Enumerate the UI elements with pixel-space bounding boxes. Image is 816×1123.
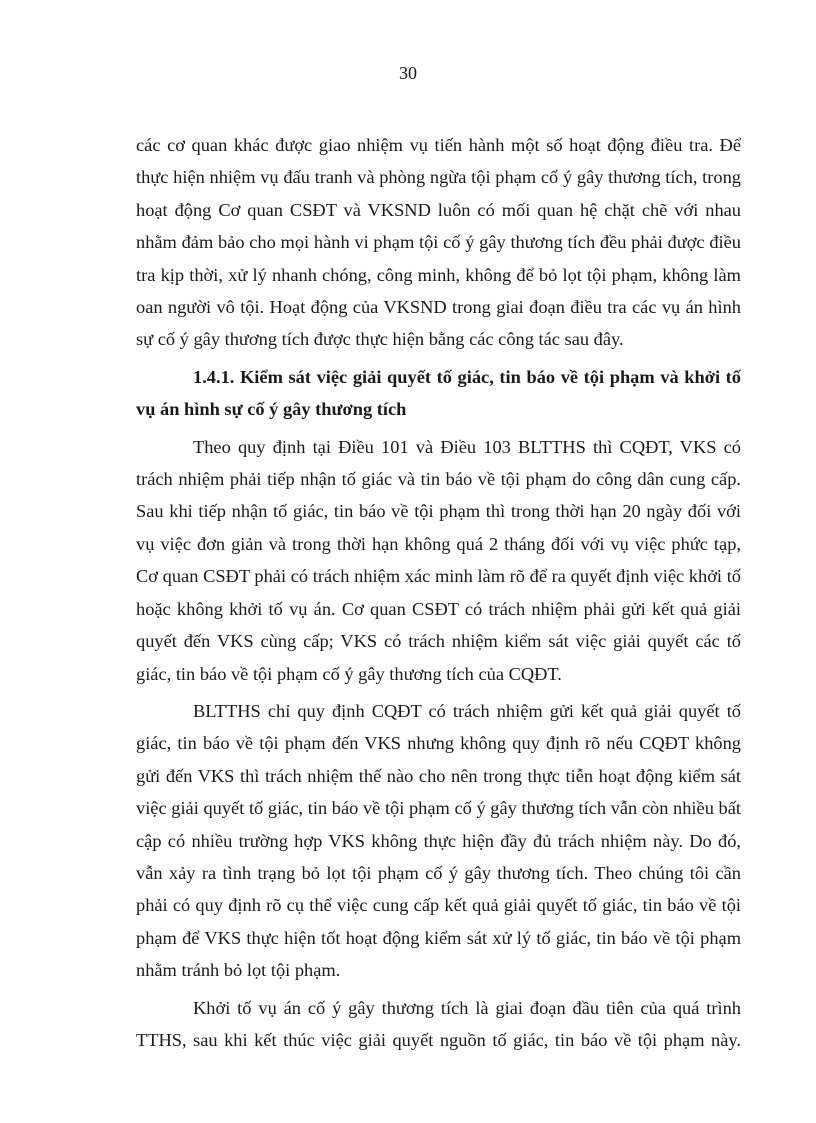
paragraph-prosecution-stage: Khởi tố vụ án cố ý gây thương tích là giai đoạn đầu tiên của quá trình TTHS, sau khi kết thúc việc giải quyết nguồn tố giác, tin báo về tội phạm này. bbox=[136, 997, 741, 1050]
page-body bbox=[136, 129, 741, 1056]
page-number: 30 bbox=[399, 63, 417, 83]
paragraph-legal-provisions: Theo quy định tại Điều 101 và Điều 103 BLTTHS thì CQĐT, VKS có trách nhiệm phải tiếp nhận tố giác và tin báo về tội phạm do công dân cung cấp. Sau khi tiếp nhận tố giác, tin báo về tội phạm thì trong thời hạn 20 ngày đối với vụ việc đơn giản và trong thời hạn không quá 2 tháng đối với vụ việc phức tạp, Cơ quan CSĐT phải có trách nhiệm xác minh làm rõ để ra quyết định việc khởi tố hoặc không khởi tố vụ án. Cơ quan CSĐT có trách nhiệm phải gửi kết quả giải quyết đến VKS cùng cấp; VKS có trách nhiệm kiểm sát việc giải quyết các tố giác, tin báo về tội phạm cố ý gây thương tích của CQĐT. bbox=[136, 436, 741, 684]
paragraph-shortcomings: BLTTHS chỉ quy định CQĐT có trách nhiệm gửi kết quả giải quyết tố giác, tin báo về tội phạm đến VKS nhưng không quy định rõ nếu CQĐT không gửi đến VKS thì trách nhiệm thế nào cho nên trong thực tiễn hoạt động kiểm sát việc giải quyết tố giác, tin báo về tội phạm cố ý gây thương tích vẫn còn nhiều bất cập có nhiều trường hợp VKS không thực hiện đầy đủ trách nhiệm này. Do đó, vẫn xảy ra tình trạng bỏ lọt tội phạm cố ý gây thương tích. Theo chúng tôi cần phải có quy định rõ cụ thể việc cung cấp kết quả giải quyết tố giác, tin báo về tội phạm để VKS thực hiện tốt hoạt động kiểm sát xử lý tố giác, tin báo về tội phạm nhằm tránh bỏ lọt tội phạm. bbox=[136, 700, 741, 981]
section-heading: 1.4.1. Kiểm sát việc giải quyết tố giác, tin báo về tội phạm và khởi tố vụ án hình sự cố ý gây thương tích bbox=[136, 366, 741, 420]
paragraph-continuation: các cơ quan khác được giao nhiệm vụ tiến hành một số hoạt động điều tra. Để thực hiện nhiệm vụ đấu tranh và phòng ngừa tội phạm cố ý gây thương tích, trong hoạt động Cơ quan CSĐT và VKSND luôn có mối quan hệ chặt chẽ với nhau nhằm đảm bảo cho mọi hành vi phạm tội cố ý gây thương tích đều phải được điều tra kịp thời, xử lý nhanh chóng, công minh, không để bỏ lọt tội phạm, không làm oan người vô tội. Hoạt động của VKSND trong giai đoạn điều tra các vụ án hình sự cố ý gây thương tích được thực hiện bằng các công tác sau đây. bbox=[136, 135, 741, 350]
